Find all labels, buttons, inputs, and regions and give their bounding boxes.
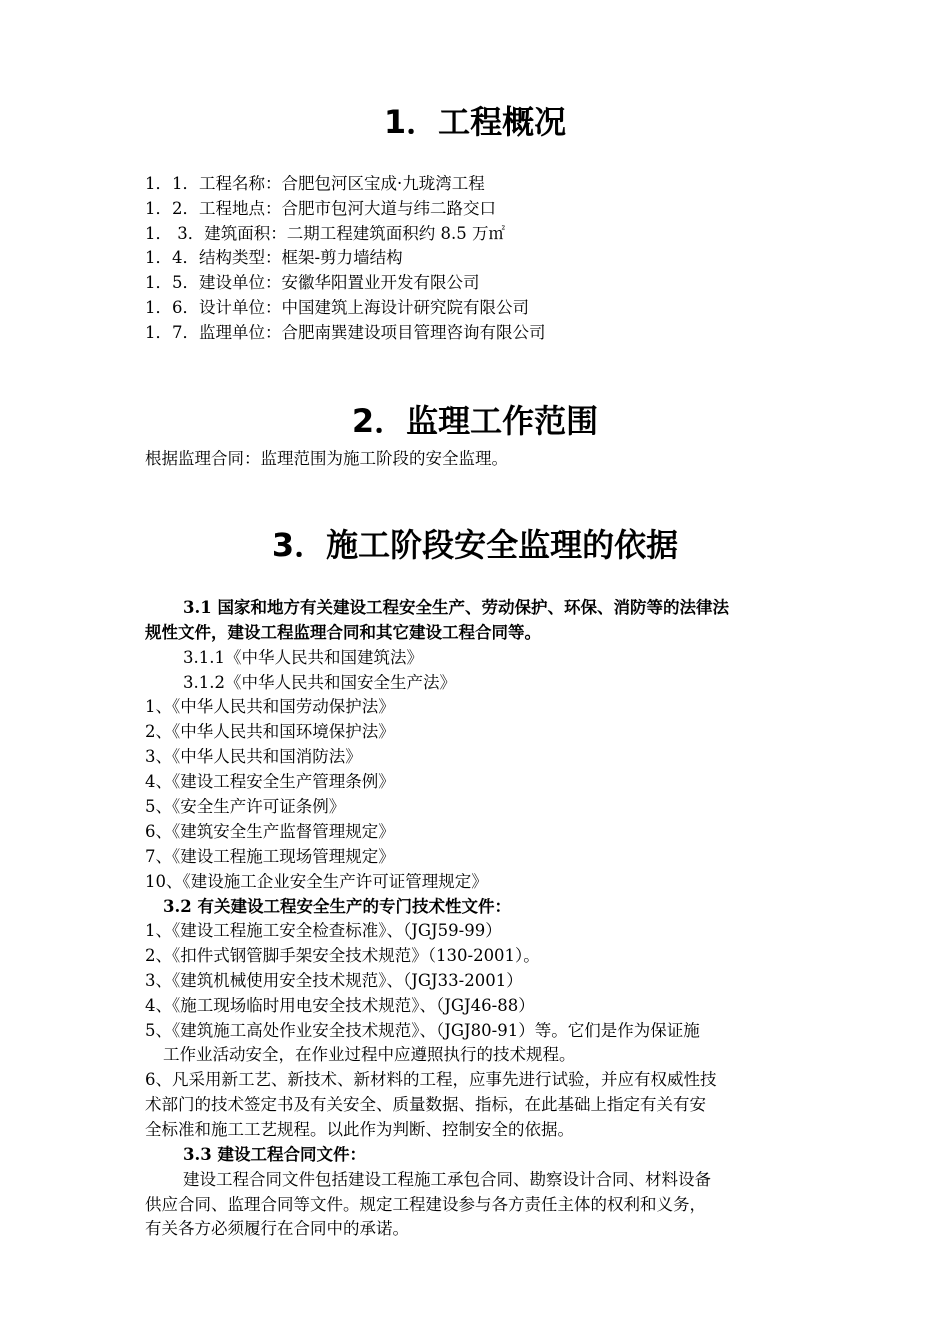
law-item: 3.1.2《中华人民共和国安全生产法》: [183, 673, 456, 692]
subsection-3-1-heading-cont: 规性文件，建设工程监理合同和其它建设工程合同等。: [145, 623, 541, 642]
law-item: 5、《安全生产许可证条例》: [145, 797, 346, 816]
tech-item-cont: 工作业活动安全，在作业过程中应遵照执行的技术规程。: [163, 1045, 576, 1064]
tech-item: 6、凡采用新工艺、新技术、新材料的工程，应事先进行试验，并应有权威性技: [145, 1070, 717, 1089]
law-item: 1、《中华人民共和国劳动保护法》: [145, 697, 395, 716]
project-item: 1．6．设计单位：中国建筑上海设计研究院有限公司: [145, 298, 529, 317]
law-item: 3.1.1《中华人民共和国建筑法》: [183, 648, 423, 667]
scope-text: 根据监理合同：监理范围为施工阶段的安全监理。: [145, 449, 508, 468]
tech-item: 1、《建设工程施工安全检查标准》、（JGJ59-99）: [145, 921, 502, 940]
contract-paragraph-cont: 有关各方必须履行在合同中的承诺。: [145, 1219, 409, 1238]
law-item: 7、《建设工程施工现场管理规定》: [145, 847, 395, 866]
project-item: 1． 3．建筑面积：二期工程建筑面积约 8.5 万㎡: [145, 224, 505, 243]
law-item: 6、《建筑安全生产监督管理规定》: [145, 822, 395, 841]
project-item: 1．2．工程地点：合肥市包河大道与纬二路交口: [145, 199, 496, 218]
tech-item-cont: 全标准和施工工艺规程。以此作为判断、控制安全的依据。: [145, 1120, 574, 1139]
contract-paragraph: 建设工程合同文件包括建设工程施工承包合同、勘察设计合同、材料设备: [183, 1170, 711, 1189]
tech-item: 3、《建筑机械使用安全技术规范》、（JGJ33-2001）: [145, 971, 523, 990]
law-item: 4、《建设工程安全生产管理条例》: [145, 772, 395, 791]
section-2-title: 2．监理工作范围: [351, 402, 599, 440]
contract-paragraph-cont: 供应合同、监理合同等文件。规定工程建设参与各方责任主体的权利和义务，: [145, 1195, 706, 1214]
tech-item: 4、《施工现场临时用电安全技术规范》、（JGJ46-88）: [145, 996, 535, 1015]
tech-item-cont: 术部门的技术签定书及有关安全、质量数据、指标，在此基础上指定有关有安: [145, 1095, 706, 1114]
subsection-3-1-heading: 3.1 国家和地方有关建设工程安全生产、劳动保护、环保、消防等的法律法: [183, 598, 729, 617]
subsection-3-2-heading: 3.2 有关建设工程安全生产的专门技术性文件：: [163, 897, 511, 916]
project-item: 1．7．监理单位：合肥南巽建设项目管理咨询有限公司: [145, 323, 546, 342]
section-1-title: 1．工程概况: [383, 103, 567, 141]
project-item: 1．4．结构类型：框架-剪力墙结构: [145, 248, 403, 267]
project-item: 1．1．工程名称：合肥包河区宝成·九珑湾工程: [145, 174, 485, 193]
project-item: 1．5．建设单位：安徽华阳置业开发有限公司: [145, 273, 480, 292]
law-item: 10、《建设施工企业安全生产许可证管理规定》: [145, 872, 488, 891]
law-item: 2、《中华人民共和国环境保护法》: [145, 722, 395, 741]
tech-item: 5、《建筑施工高处作业安全技术规范》、（JGJ80-91）等。它们是作为保证施: [145, 1021, 700, 1040]
law-item: 3、《中华人民共和国消防法》: [145, 747, 362, 766]
section-3-title: 3．施工阶段安全监理的依据: [271, 526, 679, 564]
subsection-3-3-heading: 3.3 建设工程合同文件：: [183, 1145, 366, 1164]
tech-item: 2、《扣件式钢管脚手架安全技术规范》（130-2001）。: [145, 946, 540, 965]
